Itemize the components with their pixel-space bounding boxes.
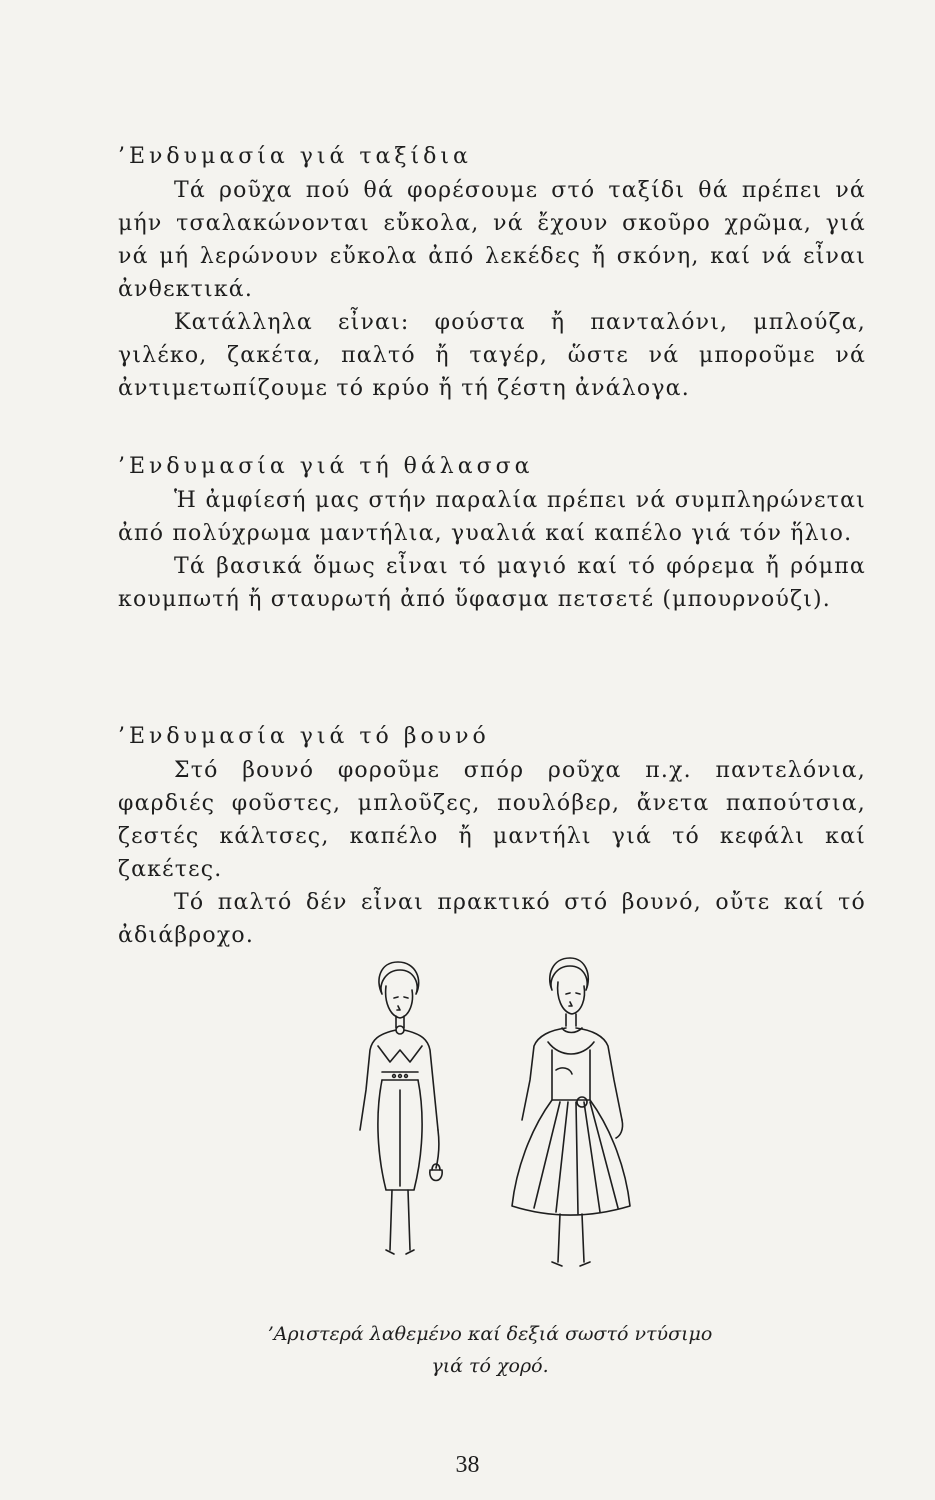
section-mountain (118, 720, 866, 952)
fashion-illustration (320, 950, 680, 1280)
figure-caption (230, 1318, 750, 1382)
paragraph: Κατάλληλα εἶναι: φούστα ἤ πανταλόνι, μπλούζα, γιλέκο, ζακέτα, παλτό ἤ ταγέρ, ὥστε νά μποροῦμε νά ἀντιμετωπίζουμε τό κρύο ἤ τή ζέστη ἀνάλογα. (118, 310, 866, 401)
figure-right-full-skirt-dress (512, 958, 630, 1266)
paragraph: Τά ροῦχα πού θά φορέσουμε στό ταξίδι θά πρέπει νά μήν τσαλακώνονται εὔκολα, νά ἔχουν σκοῦρο χρῶμα, γιά νά μή λερώνουν εὔκολα ἀπό λεκέδες ἤ σκόνη, καί νά εἶναι ἀνθεκτικά. (118, 178, 866, 302)
section-heading-travel: ’Ενδυμασία γιά ταξίδια (118, 144, 472, 169)
caption-line-2: γιά τό χορό. (431, 1355, 549, 1377)
section-heading-sea: ’Ενδυμασία γιά τή θάλασσα (118, 454, 534, 479)
page-number: 38 (455, 1452, 480, 1478)
caption-line-1: ’Αριστερά λαθεμένο καί δεξιά σωστό ντύσιμο (267, 1323, 713, 1345)
section-heading-mountain: ’Ενδυμασία γιά τό βουνό (118, 724, 490, 749)
figure-left-sheath-dress (360, 962, 442, 1254)
paragraph: Ἡ ἀμφίεσή μας στήν παραλία πρέπει νά συμπληρώνεται ἀπό πολύχρωμα μαντήλια, γυαλιά καί καπέλο γιά τόν ἥλιο. (118, 488, 866, 546)
section-sea (118, 450, 866, 616)
paragraph: Στό βουνό φοροῦμε σπόρ ροῦχα π.χ. παντελόνια, φαρδιές φοῦστες, μπλοῦζες, πουλόβερ, ἄνετα παπούτσια, ζεστές κάλτσες, καπέλο ἤ μαντήλι γιά τό κεφάλι καί ζακέτες. (118, 758, 866, 882)
paragraph: Τό παλτό δέν εἶναι πρακτικό στό βουνό, οὔτε καί τό ἀδιάβροχο. (118, 890, 866, 948)
paragraph: Τά βασικά ὅμως εἶναι τό μαγιό καί τό φόρεμα ἤ ρόμπα κουμπωτή ἤ σταυρωτή ἀπό ὕφασμα πετσετέ (μπουρνούζι). (118, 554, 866, 612)
section-travel (118, 140, 866, 405)
